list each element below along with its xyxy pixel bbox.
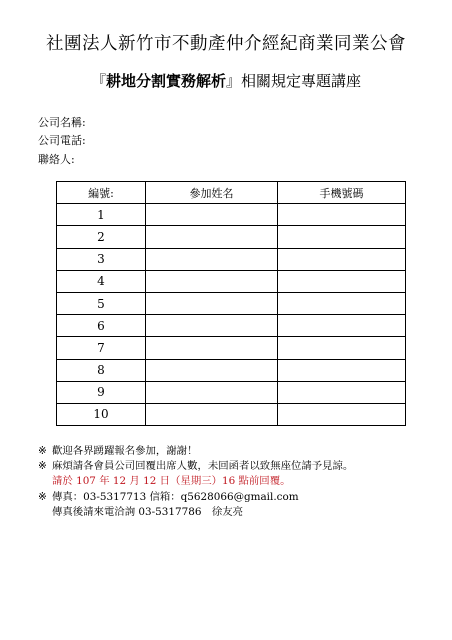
event-title-suffix: 相關規定專題講座 <box>241 72 362 90</box>
table-row <box>57 292 406 314</box>
note-mark: ※ <box>38 460 47 473</box>
row-number: 7 <box>57 337 146 359</box>
event-title-open-bracket: 『 <box>90 72 106 90</box>
header-number: 編號: <box>57 182 146 204</box>
row-number: 9 <box>57 381 146 403</box>
notes-section <box>38 444 438 520</box>
note-phone-contact <box>38 505 438 520</box>
row-number: 2 <box>57 226 146 248</box>
row-number: 3 <box>57 248 146 270</box>
event-title-name: 耕地分割實務解析 <box>105 72 226 90</box>
attendee-name-cell[interactable] <box>146 270 278 292</box>
note-mark: ※ <box>38 445 47 457</box>
table-header-row <box>57 182 406 204</box>
header-attendee-name: 參加姓名 <box>146 182 278 204</box>
row-number: 8 <box>57 359 146 381</box>
company-phone-label: 公司電話: <box>38 134 86 147</box>
note-deadline-text: 請於 107 年 12 月 12 日（星期三）16 點前回覆。 <box>52 475 291 488</box>
note-mark: ※ <box>38 490 47 503</box>
table-row <box>57 315 406 337</box>
mobile-number-cell[interactable] <box>278 337 406 359</box>
table-row <box>57 337 406 359</box>
mobile-number-cell[interactable] <box>278 359 406 381</box>
event-title-close-bracket: 』 <box>226 72 242 90</box>
mobile-number-cell[interactable] <box>278 403 406 425</box>
attendee-name-cell[interactable] <box>146 248 278 270</box>
note-reply-request <box>38 459 438 474</box>
attendee-name-cell[interactable] <box>146 359 278 381</box>
mobile-number-cell[interactable] <box>278 226 406 248</box>
mobile-number-cell[interactable] <box>278 204 406 226</box>
mobile-number-cell[interactable] <box>278 270 406 292</box>
org-title: 社團法人新竹市不動產仲介經紀商業同業公會 <box>46 34 406 54</box>
note-fax-email <box>38 490 438 505</box>
mobile-number-cell[interactable] <box>278 292 406 314</box>
note-fax-email-text: 傳真：03-5317713 信箱：q5628066@gmail.com <box>52 490 299 503</box>
table-row <box>57 204 406 226</box>
row-number: 5 <box>57 292 146 314</box>
header-mobile-number: 手機號碼 <box>278 182 406 204</box>
table-row <box>57 381 406 403</box>
attendee-name-cell[interactable] <box>146 381 278 403</box>
attendee-name-cell[interactable] <box>146 403 278 425</box>
mobile-number-cell[interactable] <box>278 315 406 337</box>
attendee-name-cell[interactable] <box>146 315 278 337</box>
table-row <box>57 270 406 292</box>
row-number: 4 <box>57 270 146 292</box>
row-number: 1 <box>57 204 146 226</box>
table-row <box>57 226 406 248</box>
row-number: 10 <box>57 403 146 425</box>
table-row <box>57 403 406 425</box>
table-row <box>57 248 406 270</box>
note-deadline <box>38 474 438 489</box>
row-number: 6 <box>57 315 146 337</box>
mobile-number-cell[interactable] <box>278 248 406 270</box>
table-row <box>57 359 406 381</box>
contact-person-label: 聯絡人: <box>38 153 75 166</box>
attendee-name-cell[interactable] <box>146 204 278 226</box>
note-welcome-text: 歡迎各界踴躍報名參加，謝謝！ <box>52 445 198 457</box>
note-phone-contact-text: 傳真後請來電洽詢 03-5317786 徐友亮 <box>52 505 243 518</box>
attendee-name-cell[interactable] <box>146 226 278 248</box>
event-title <box>0 70 452 91</box>
attendee-name-cell[interactable] <box>146 292 278 314</box>
company-name-label: 公司名稱: <box>38 116 86 129</box>
signup-table <box>56 181 406 426</box>
note-reply-request-text: 麻煩請各會員公司回覆出席人數，未回函者以致無座位請予見諒。 <box>52 460 354 473</box>
mobile-number-cell[interactable] <box>278 381 406 403</box>
note-welcome <box>38 444 438 459</box>
attendee-name-cell[interactable] <box>146 337 278 359</box>
